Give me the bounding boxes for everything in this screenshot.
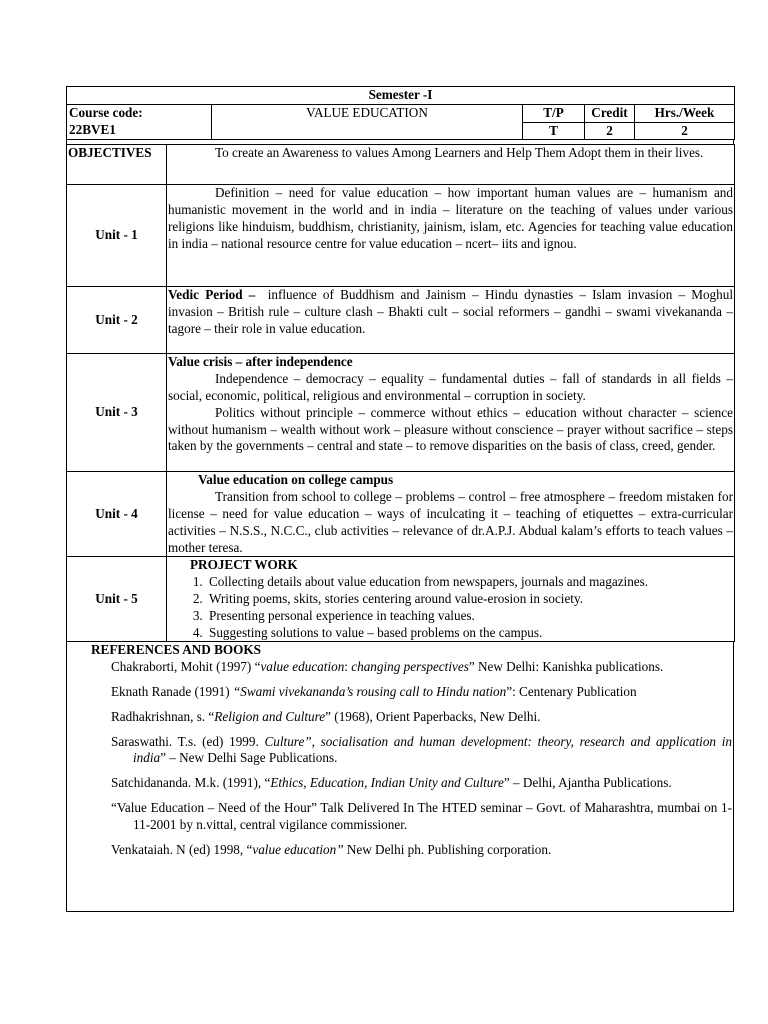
reference-item: Saraswathi. T.s. (ed) 1999. Culture”, socialisation and human development: theory, research and application in india” – New Delhi Sage Publications. <box>111 733 732 766</box>
course-title: VALUE EDUCATION <box>212 104 523 140</box>
hours-value: 2 <box>635 122 735 140</box>
unit-4-text: Transition from school to college – problems – control – free atmosphere – freedom mistaken for license – need for value education – ways of inculcating it – teaching of etiquettes – extra-curricular activities – N.S.S., N.C.C., club activities – relevance of dr.A.P.J. Abdual kalam’s efforts to teach values – mother teresa. <box>168 489 733 555</box>
unit-4-heading: Value education on college campus <box>198 472 394 488</box>
unit-1-label: Unit - 1 <box>67 185 167 287</box>
credit-label: Credit <box>585 104 635 122</box>
objectives-text: To create an Awareness to values Among Learners and Help Them Adopt them in their lives. <box>215 145 704 161</box>
reference-item: Satchidananda. M.k. (1991), “Ethics, Education, Indian Unity and Culture” – Delhi, Ajantha Publications. <box>111 775 672 791</box>
tp-value: T <box>523 122 585 140</box>
reference-item: Venkataiah. N (ed) 1998, “value education” New Delhi ph. Publishing corporation. <box>111 841 552 857</box>
unit-1-content <box>167 185 735 287</box>
list-item: 3. Presenting personal experience in teaching values. <box>206 608 733 625</box>
course-code-value: 22BVE1 <box>69 121 116 137</box>
references-section <box>66 642 734 912</box>
unit-3-content <box>167 354 735 472</box>
course-code-label: Course code: <box>69 104 143 120</box>
unit-5-label: Unit - 5 <box>67 557 167 642</box>
credit-value: 2 <box>585 122 635 140</box>
unit-2-content <box>167 287 735 354</box>
project-work-list <box>168 574 733 641</box>
reference-item: “Value Education – Need of the Hour” Talk Delivered In The HTED seminar – Govt. of Maharashtra, mumbai on 1-11-2001 by n.vittal, central vigilance commissioner. <box>111 799 732 832</box>
unit-3-para1: Independence – democracy – equality – fundamental duties – fall of standards in all fields – social, economic, political, religious and environmental – corruption in society. <box>168 371 733 403</box>
list-item: 4. Suggesting solutions to value – based problems on the campus. <box>206 625 733 642</box>
syllabus-page <box>66 86 734 912</box>
course-header-table <box>66 86 735 140</box>
unit-3-heading: Value crisis – after independence <box>168 354 353 370</box>
unit-2-label: Unit - 2 <box>67 287 167 354</box>
hours-label: Hrs./Week <box>635 104 735 122</box>
reference-item: Chakraborti, Mohit (1997) “value education: changing perspectives” New Delhi: Kanishka publications. <box>111 659 664 675</box>
unit-1-text: Definition – need for value education – how important human values are – humanism and humanistic movement in the world and in india – literature on the teaching of values under various religions like hinduism, buddhism, christianity, jainism, islam, etc. Agencies for teaching value education in india – national resource centre for value education – ncert– iits and ignou. <box>168 185 733 251</box>
unit-2-heading: Vedic Period – <box>168 287 256 303</box>
unit-3-para2: Politics without principle – commerce without ethics – education without character – science without humanism – wealth without work – pleasure without conscience – prayer without sacrifice – steps taken by the governments – central and state – to remove disparities on the basis of class, creed, gender. <box>168 404 733 454</box>
course-code-cell <box>67 104 212 140</box>
semester-title: Semester -I <box>67 87 735 105</box>
reference-item: Radhakrishnan, s. “Religion and Culture” (1968), Orient Paperbacks, New Delhi. <box>111 708 541 724</box>
unit-2-text: influence of Buddhism and Jainism – Hindu dynasties – Islam invasion – Moghul invasion – British rule – culture clash – Bhakti cult – social reformers – gandhi – swami vivekananda – tagore – their role in value education. <box>168 287 733 336</box>
unit-5-heading: PROJECT WORK <box>190 557 298 573</box>
unit-4-label: Unit - 4 <box>67 472 167 557</box>
list-item: 2. Writing poems, skits, stories centering around value-erosion in society. <box>206 591 733 608</box>
reference-item: Eknath Ranade (1991) “Swami vivekananda’s rousing call to Hindu nation”: Centenary Publication <box>111 683 637 699</box>
objectives-text-cell <box>167 145 735 185</box>
tp-label: T/P <box>523 104 585 122</box>
unit-4-content <box>167 472 735 557</box>
list-item: 1. Collecting details about value education from newspapers, journals and magazines. <box>206 574 733 591</box>
objectives-label: OBJECTIVES <box>67 145 167 185</box>
references-title: REFERENCES AND BOOKS <box>91 642 262 658</box>
unit-3-label: Unit - 3 <box>67 354 167 472</box>
units-table <box>66 144 735 642</box>
unit-5-content <box>167 557 735 642</box>
